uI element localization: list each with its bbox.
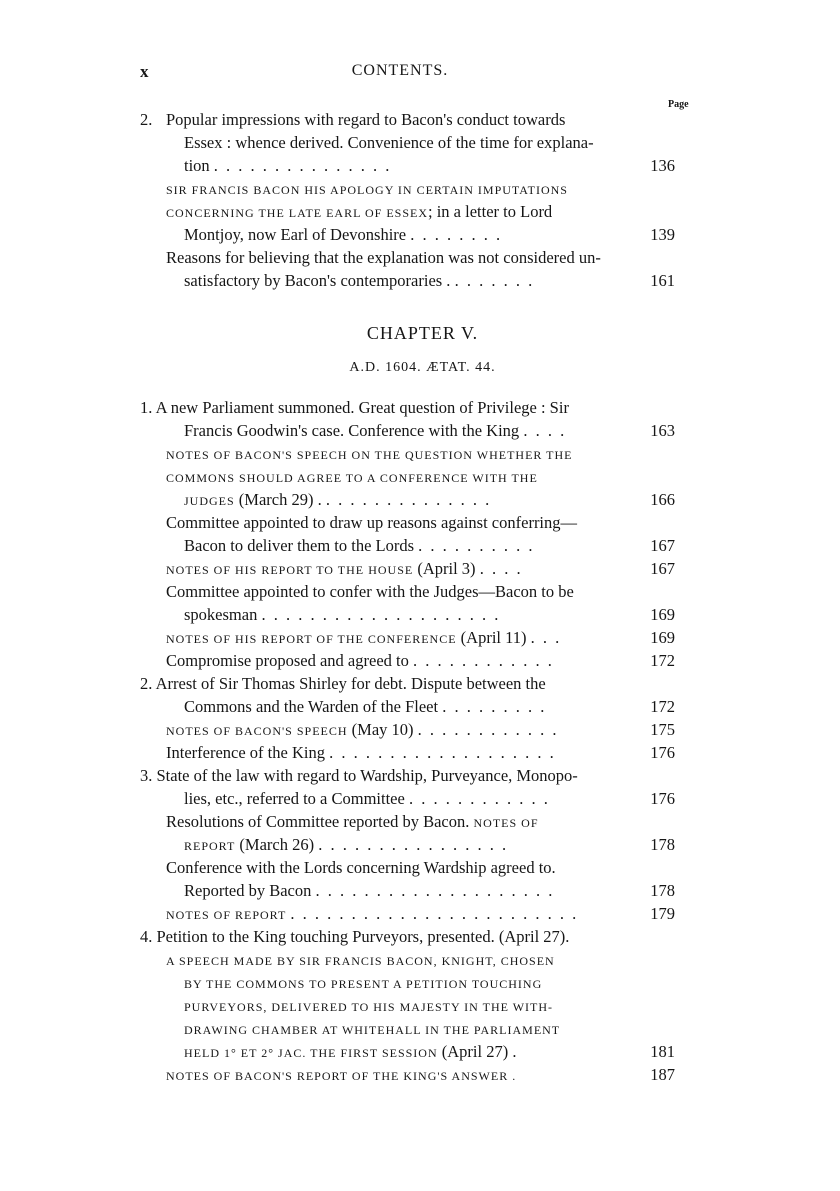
entry-text: Conference with the Lords concerning Wardship agreed to. [166, 858, 556, 877]
entry-text: State of the law with regard to Wardship, Purveyance, Monopo- [156, 766, 578, 785]
entry-number: 2. [140, 110, 153, 129]
leader-dots: . . . . . . . . . . . . [417, 720, 559, 739]
toc-line [140, 465, 675, 488]
toc-line [140, 971, 675, 994]
entry-text: Commons and the Warden of the Fleet [184, 697, 439, 716]
leader-dots: . . . . . . . . . . [418, 536, 535, 555]
leader-dots: . . . . . . . [454, 271, 535, 290]
entry-text: REPORT [184, 839, 236, 853]
page-folio: x [140, 62, 149, 81]
page-number: 169 [644, 603, 675, 626]
toc-line [140, 672, 675, 695]
entry-text: spokesman [184, 605, 258, 624]
page-number: 161 [644, 269, 675, 292]
toc-line [140, 1017, 675, 1040]
toc-line [140, 994, 675, 1017]
toc-line [140, 534, 675, 557]
page-number: 176 [644, 787, 675, 810]
leader-dots: . . . . . . . . . . . . . . . . . . . [329, 743, 556, 762]
leader-dots: . . . . . . . . . . . . [408, 789, 550, 808]
entry-text: Reported by Bacon [184, 881, 312, 900]
page-number: 178 [644, 833, 675, 856]
leader-dots: . . . . . . . . . . . . . . . . . . . . . . . . [290, 904, 579, 923]
entry-text: PURVEYORS, DELIVERED TO HIS MAJESTY IN THE WITH- [184, 1000, 554, 1014]
toc-line [140, 856, 675, 879]
entry-text: HOUSE [368, 563, 414, 577]
running-title: CONTENTS. [351, 62, 449, 79]
page-number: 187 [644, 1063, 675, 1086]
leader-dots: . . . [530, 628, 562, 647]
chapter-date: A.D. 1604. ÆTAT. 44. [349, 360, 496, 375]
entry-text: (March 29) . [234, 490, 322, 509]
entry-text: Montjoy, now Earl of Devonshire [184, 225, 407, 244]
entry-text: (April 27) . [437, 1042, 517, 1061]
entry-text: (April 11) [456, 628, 527, 647]
entry-text: ; in a letter to Lord [428, 202, 553, 221]
entry-text: BY THE COMMONS TO PRESENT A PETITION TOUCHING [184, 977, 543, 991]
page-number: 175 [644, 718, 675, 741]
table-of-contents [140, 108, 675, 1086]
leader-dots: . . . . . . . . . . . . [412, 651, 554, 670]
spacer [140, 382, 675, 396]
toc-line [140, 246, 675, 269]
page-number: 167 [644, 557, 675, 580]
toc-line [140, 511, 675, 534]
page-number: 176 [644, 741, 675, 764]
entry-text: satisfactory by Bacon's contemporaries . [184, 271, 451, 290]
entry-text: NOTES OF HIS REPORT TO THE [166, 563, 365, 577]
entry-text: (April 3) [413, 559, 476, 578]
entry-text: tion [184, 156, 210, 175]
leader-dots: . . . . . . . . . . . . . . [325, 490, 492, 509]
leader-dots: . . . . . . . . . . . . . . . . . . . . [315, 881, 555, 900]
toc-line [140, 442, 675, 465]
toc-line [140, 902, 675, 925]
entry-text: (March 26) [235, 835, 315, 854]
page-number: 181 [644, 1040, 675, 1063]
entry-text: Committee appointed to confer with the Judges—Bacon to be [166, 582, 574, 601]
page-number: 179 [644, 902, 675, 925]
entry-text: NOTES OF BACON'S SPEECH [166, 724, 348, 738]
leader-dots: . . . . [523, 421, 567, 440]
page-number: 169 [644, 626, 675, 649]
entry-text: CONCERNING THE LATE EARL OF ESSEX [166, 206, 429, 220]
entry-text: A new Parliament summoned. Great question of Privilege : Sir [155, 398, 569, 417]
entry-text: Petition to the King touching Purveyors, presented. (April 27). [156, 927, 570, 946]
toc-line [140, 580, 675, 603]
page-number: 178 [644, 879, 675, 902]
entry-number: 3. [140, 766, 153, 785]
toc-line [140, 1040, 675, 1063]
entry-number: 4. [140, 927, 153, 946]
entry-text: lies, etc., referred to a Committee [184, 789, 405, 808]
toc-line [140, 223, 675, 246]
toc-line [140, 764, 675, 787]
toc-line [140, 108, 675, 131]
entry-number: 2. [140, 674, 153, 693]
entry-text: A SPEECH MADE BY SIR FRANCIS BACON, KNIGHT, CHOSEN [166, 954, 555, 968]
toc-line [140, 488, 675, 511]
page-number: 172 [644, 649, 675, 672]
entry-text: Bacon to deliver them to the Lords [184, 536, 415, 555]
entry-text: Reasons for believing that the explanation was not considered un- [166, 248, 601, 267]
entry-text: SIR FRANCIS BACON HIS APOLOGY IN CERTAIN IMPUTATIONS [166, 183, 568, 197]
toc-line [140, 269, 675, 292]
page-number: 172 [644, 695, 675, 718]
toc-line [140, 695, 675, 718]
page-header [140, 62, 660, 86]
entry-text: Committee appointed to draw up reasons against conferring— [166, 513, 578, 532]
toc-line [140, 557, 675, 580]
entry-text: JUDGES [184, 494, 235, 508]
toc-line [140, 787, 675, 810]
toc-line [140, 649, 675, 672]
toc-line [140, 419, 675, 442]
entry-text: NOTES OF [473, 816, 539, 830]
page-number: 163 [644, 419, 675, 442]
entry-text: Resolutions of Committee reported by Bacon. [166, 812, 470, 831]
entry-text: (May 10) [347, 720, 414, 739]
toc-line [140, 177, 675, 200]
page-column-label: Page [668, 99, 689, 110]
leader-dots: . . . . . . . . . . . . . . . . . . . . [261, 605, 501, 624]
toc-line [140, 810, 675, 833]
chapter-heading: CHAPTER V. [366, 323, 479, 343]
page-number: 166 [644, 488, 675, 511]
toc-line [140, 200, 675, 223]
spacer [140, 292, 675, 322]
page-number: 139 [644, 223, 675, 246]
toc-line [140, 741, 675, 764]
toc-line [140, 718, 675, 741]
leader-dots: . . . . . . . . . [442, 697, 547, 716]
leader-dots: . . . . . . . . [410, 225, 503, 244]
toc-line [140, 154, 675, 177]
toc-line [140, 833, 675, 856]
toc-line [140, 1063, 675, 1086]
toc-line [140, 396, 675, 419]
entry-text: NOTES OF BACON'S REPORT OF THE KING'S ANSWER . [166, 1069, 517, 1083]
entry-text: Arrest of Sir Thomas Shirley for debt. Dispute between the [155, 674, 546, 693]
toc-line [140, 626, 675, 649]
leader-dots: . . . . . . . . . . . . . . . [213, 156, 392, 175]
toc-line [140, 131, 675, 154]
entry-text: DRAWING CHAMBER AT WHITEHALL IN THE PARLIAMENT [184, 1023, 561, 1037]
toc-line [140, 879, 675, 902]
entry-text: NOTES OF REPORT [166, 908, 287, 922]
entry-text: COMMONS SHOULD AGREE TO A CONFERENCE WITH THE [166, 471, 538, 485]
entry-text: Popular impressions with regard to Bacon's conduct towards [166, 110, 566, 129]
entry-text: Compromise proposed and agreed to [166, 651, 409, 670]
toc-line [140, 925, 675, 948]
leader-dots: . . . . [479, 559, 523, 578]
leader-dots: . . . . . . . . . . . . . . . . [318, 835, 509, 854]
toc-line [140, 603, 675, 626]
page-number: 167 [644, 534, 675, 557]
entry-text: Francis Goodwin's case. Conference with the King [184, 421, 520, 440]
entry-text: HELD 1° ET 2° JAC. THE FIRST SESSION [184, 1046, 438, 1060]
entry-text: NOTES OF HIS REPORT OF THE CONFERENCE [166, 632, 457, 646]
page-number: 136 [644, 154, 675, 177]
entry-text: Interference of the King [166, 743, 325, 762]
entry-text: NOTES OF BACON'S SPEECH ON THE QUESTION WHETHER THE [166, 448, 573, 462]
toc-line [140, 948, 675, 971]
entry-text: Essex : whence derived. Convenience of the time for explana- [184, 133, 594, 152]
entry-number: 1. [140, 398, 153, 417]
